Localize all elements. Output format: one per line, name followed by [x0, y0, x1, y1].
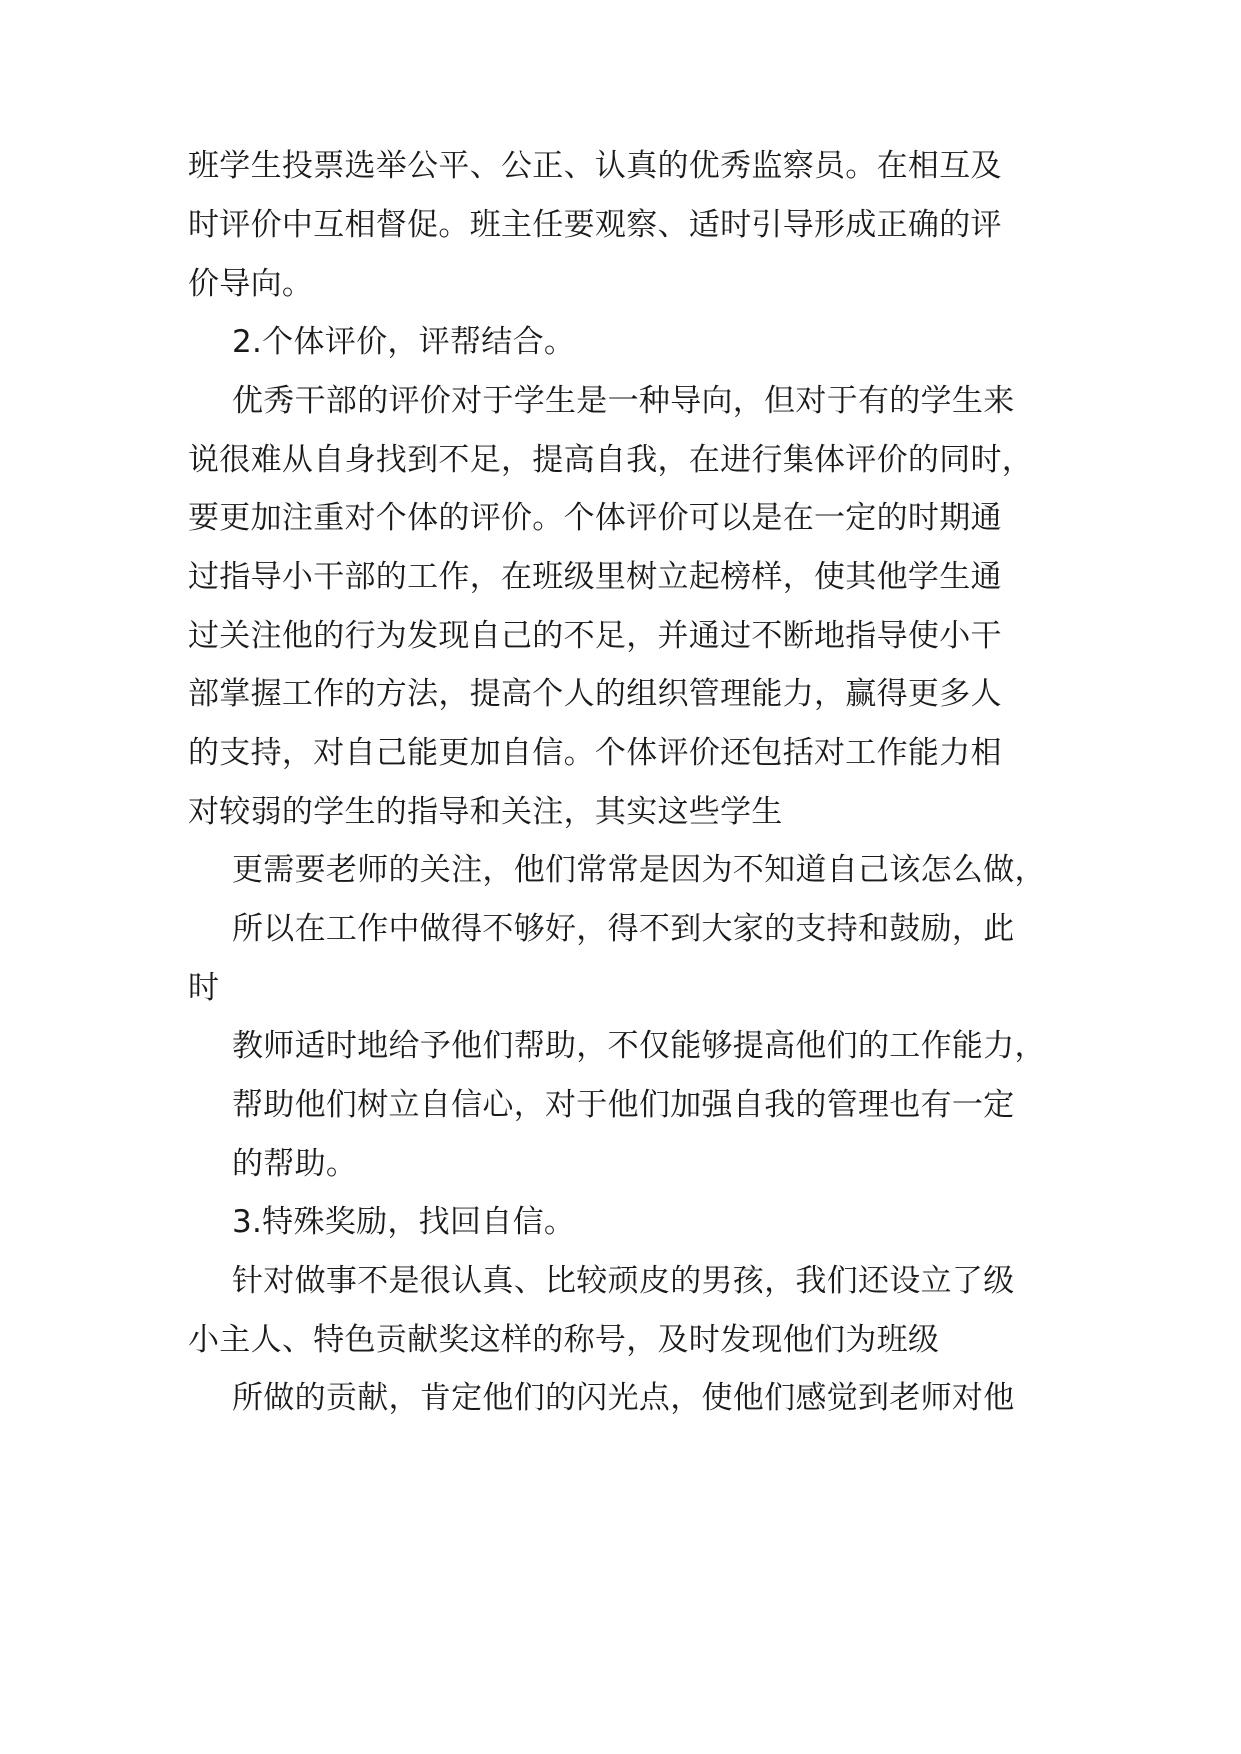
text-line: 时评价中互相督促。班主任要观察、适时引导形成正确的评 — [188, 207, 1002, 243]
text-line: 的帮助。 — [232, 1146, 358, 1182]
text-line: 优秀干部的评价对于学生是一种导向，但对于有的学生来 — [232, 383, 1015, 419]
text-line: 所以在工作中做得不够好，得不到大家的支持和鼓励，此 — [232, 911, 1015, 947]
text-line: 针对做事不是很认真、比较顽皮的男孩，我们还设立了级 — [232, 1263, 1015, 1299]
section-heading: 2.个体评价，评帮结合。 — [232, 324, 576, 360]
text-line: 部掌握工作的方法，提高个人的组织管理能力，赢得更多人 — [188, 676, 1002, 712]
text-line: 过关注他的行为发现自己的不足，并通过不断地指导使小干 — [188, 618, 1002, 654]
text-line: 更需要老师的关注，他们常常是因为不知道自己该怎么做， — [232, 852, 1046, 888]
text-line: 对较弱的学生的指导和关注，其实这些学生 — [188, 794, 783, 830]
text-line: 班学生投票选举公平、公正、认真的优秀监察员。在相互及 — [188, 148, 1002, 184]
section-heading: 3.特殊奖励，找回自信。 — [232, 1204, 576, 1240]
text-line: 帮助他们树立自信心，对于他们加强自我的管理也有一定 — [232, 1087, 1015, 1123]
text-line: 的支持，对自己能更加自信。个体评价还包括对工作能力相 — [188, 735, 1002, 771]
text-line: 要更加注重对个体的评价。个体评价可以是在一定的时期通 — [188, 500, 1002, 536]
text-line: 价导向。 — [188, 266, 314, 302]
text-line: 说很难从自身找到不足，提高自我，在进行集体评价的同时， — [188, 442, 1034, 478]
text-line: 教师适时地给予他们帮助，不仅能够提高他们的工作能力， — [232, 1028, 1046, 1064]
text-line: 过指导小干部的工作，在班级里树立起榜样，使其他学生通 — [188, 559, 1002, 595]
text-line: 时 — [188, 970, 220, 1006]
text-line: 小主人、特色贡献奖这样的称号，及时发现他们为班级 — [188, 1322, 940, 1358]
text-line: 所做的贡献，肯定他们的闪光点，使他们感觉到老师对他 — [232, 1380, 1015, 1416]
